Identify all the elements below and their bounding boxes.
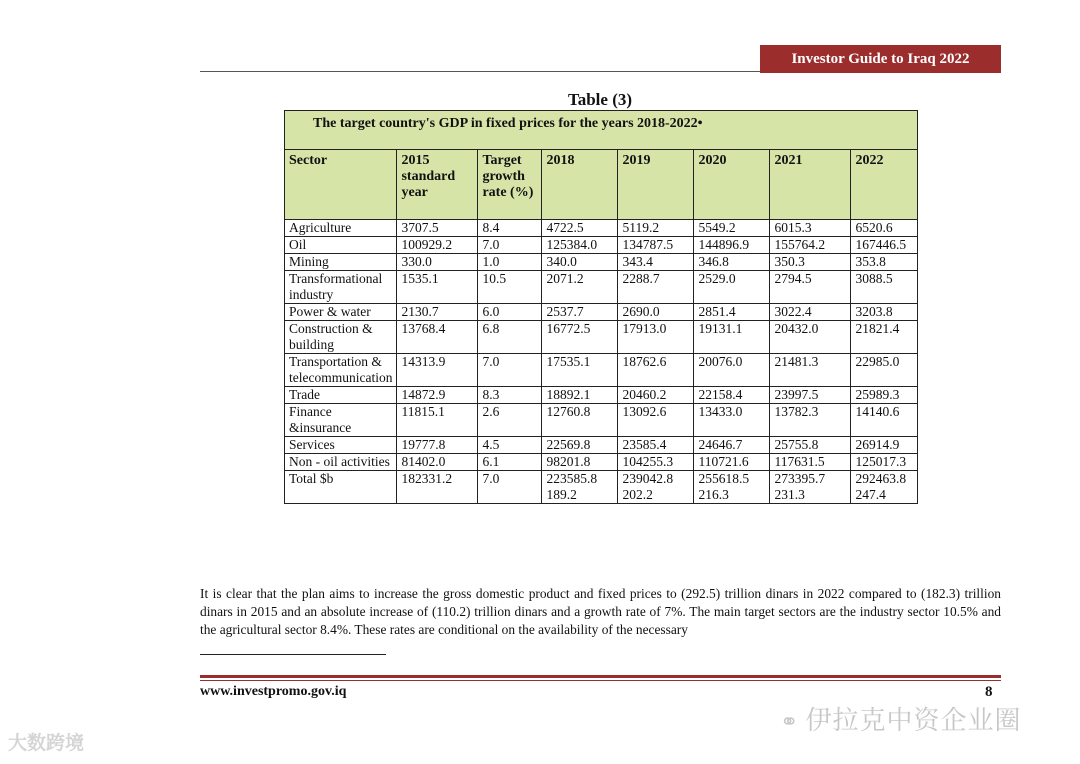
- table-row: [285, 237, 918, 254]
- value-cell: 14872.9: [397, 387, 478, 404]
- value-cell: 6.0: [478, 304, 542, 321]
- column-header: 2019: [618, 150, 694, 220]
- value-cell: 2071.2: [542, 271, 618, 304]
- value-cell: 292463.8 247.4: [851, 471, 918, 504]
- value-cell: 17913.0: [618, 321, 694, 354]
- table-row: [285, 404, 918, 437]
- value-cell: 1535.1: [397, 271, 478, 304]
- sector-cell: Oil: [285, 237, 397, 254]
- value-cell: 167446.5: [851, 237, 918, 254]
- value-cell: 5549.2: [694, 220, 770, 237]
- value-cell: 2288.7: [618, 271, 694, 304]
- value-cell: 22985.0: [851, 354, 918, 387]
- value-cell: 13092.6: [618, 404, 694, 437]
- value-cell: 13782.3: [770, 404, 851, 437]
- sector-cell: Mining: [285, 254, 397, 271]
- value-cell: 7.0: [478, 237, 542, 254]
- watermark-left: 大数跨境: [8, 732, 85, 754]
- value-cell: 3707.5: [397, 220, 478, 237]
- value-cell: 12760.8: [542, 404, 618, 437]
- column-header: Target growth rate (%): [478, 150, 542, 220]
- column-header: 2020: [694, 150, 770, 220]
- value-cell: 22569.8: [542, 437, 618, 454]
- value-cell: 23997.5: [770, 387, 851, 404]
- value-cell: 2130.7: [397, 304, 478, 321]
- value-cell: 125384.0: [542, 237, 618, 254]
- table-title: Table (3): [567, 90, 633, 109]
- column-header: Sector: [285, 150, 397, 220]
- value-cell: 13433.0: [694, 404, 770, 437]
- value-cell: 21481.3: [770, 354, 851, 387]
- value-cell: 134787.5: [618, 237, 694, 254]
- sector-cell: Power & water: [285, 304, 397, 321]
- sector-cell: Transformational industry: [285, 271, 397, 304]
- value-cell: 20460.2: [618, 387, 694, 404]
- table-row: [285, 220, 918, 237]
- table-row: [285, 454, 918, 471]
- value-cell: 2851.4: [694, 304, 770, 321]
- value-cell: 223585.8 189.2: [542, 471, 618, 504]
- table-row: [285, 387, 918, 404]
- sector-cell: Trade: [285, 387, 397, 404]
- sector-cell: Construction & building: [285, 321, 397, 354]
- value-cell: 16772.5: [542, 321, 618, 354]
- value-cell: 7.0: [478, 471, 542, 504]
- watermark-right: [780, 700, 1021, 737]
- value-cell: 100929.2: [397, 237, 478, 254]
- value-cell: 346.8: [694, 254, 770, 271]
- sector-cell: Agriculture: [285, 220, 397, 237]
- value-cell: 273395.7 231.3: [770, 471, 851, 504]
- value-cell: 18762.6: [618, 354, 694, 387]
- value-cell: 182331.2: [397, 471, 478, 504]
- value-cell: 6.8: [478, 321, 542, 354]
- table-caption-row: [285, 111, 918, 150]
- value-cell: 11815.1: [397, 404, 478, 437]
- value-cell: 350.3: [770, 254, 851, 271]
- table-row: [285, 354, 918, 387]
- value-cell: 25755.8: [770, 437, 851, 454]
- value-cell: 330.0: [397, 254, 478, 271]
- value-cell: 3088.5: [851, 271, 918, 304]
- header-rule: [200, 71, 760, 72]
- value-cell: 2529.0: [694, 271, 770, 304]
- value-cell: 22158.4: [694, 387, 770, 404]
- value-cell: 2794.5: [770, 271, 851, 304]
- table-row: [285, 437, 918, 454]
- value-cell: 340.0: [542, 254, 618, 271]
- value-cell: 17535.1: [542, 354, 618, 387]
- value-cell: 343.4: [618, 254, 694, 271]
- value-cell: 7.0: [478, 354, 542, 387]
- column-header: 2018: [542, 150, 618, 220]
- value-cell: 255618.5 216.3: [694, 471, 770, 504]
- value-cell: 18892.1: [542, 387, 618, 404]
- table-row: [285, 271, 918, 304]
- table-caption: The target country's GDP in fixed prices for the years 2018-2022•: [285, 111, 918, 150]
- value-cell: 2690.0: [618, 304, 694, 321]
- value-cell: 6015.3: [770, 220, 851, 237]
- value-cell: 353.8: [851, 254, 918, 271]
- value-cell: 104255.3: [618, 454, 694, 471]
- table-header-row: [285, 150, 918, 220]
- value-cell: 19131.1: [694, 321, 770, 354]
- table-row: [285, 471, 918, 504]
- table-row: [285, 321, 918, 354]
- value-cell: 2.6: [478, 404, 542, 437]
- column-header: 2022: [851, 150, 918, 220]
- value-cell: 20076.0: [694, 354, 770, 387]
- value-cell: 110721.6: [694, 454, 770, 471]
- body-paragraph: It is clear that the plan aims to increase the gross domestic product and fixed prices to (292.5) trillion dinars in 2022 compared to (182.3) trillion dinars in 2015 and an absolute increase of (110.2) trillion dinars and a growth rate of 7%. The main target sectors are the industry sector 10.5% and the agricultural sector 8.4%. These rates are conditional on the availability of the necessary: [200, 586, 1001, 637]
- table-row: [285, 304, 918, 321]
- value-cell: 3203.8: [851, 304, 918, 321]
- value-cell: 21821.4: [851, 321, 918, 354]
- value-cell: 81402.0: [397, 454, 478, 471]
- sector-cell: Services: [285, 437, 397, 454]
- value-cell: 155764.2: [770, 237, 851, 254]
- footer-rule-thin: [200, 680, 1001, 681]
- value-cell: 4.5: [478, 437, 542, 454]
- sector-cell: Transportation & telecommunication: [285, 354, 397, 387]
- value-cell: 8.4: [478, 220, 542, 237]
- value-cell: 26914.9: [851, 437, 918, 454]
- value-cell: 20432.0: [770, 321, 851, 354]
- gdp-table: [284, 110, 918, 504]
- value-cell: 19777.8: [397, 437, 478, 454]
- value-cell: 25989.3: [851, 387, 918, 404]
- footer-rule: [200, 675, 1001, 678]
- header-title: Investor Guide to Iraq 2022: [760, 45, 1001, 73]
- value-cell: 14313.9: [397, 354, 478, 387]
- value-cell: 14140.6: [851, 404, 918, 437]
- sector-cell: Non - oil activities: [285, 454, 397, 471]
- value-cell: 1.0: [478, 254, 542, 271]
- value-cell: 125017.3: [851, 454, 918, 471]
- footer-url: www.investpromo.gov.iq: [200, 684, 347, 699]
- value-cell: 3022.4: [770, 304, 851, 321]
- value-cell: 98201.8: [542, 454, 618, 471]
- value-cell: 4722.5: [542, 220, 618, 237]
- value-cell: 5119.2: [618, 220, 694, 237]
- value-cell: 6.1: [478, 454, 542, 471]
- value-cell: 144896.9: [694, 237, 770, 254]
- column-header: 2021: [770, 150, 851, 220]
- value-cell: 239042.8 202.2: [618, 471, 694, 504]
- value-cell: 24646.7: [694, 437, 770, 454]
- sector-cell: Finance &insurance: [285, 404, 397, 437]
- sector-cell: Total $b: [285, 471, 397, 504]
- footnote-separator: [200, 654, 386, 655]
- value-cell: 117631.5: [770, 454, 851, 471]
- value-cell: 6520.6: [851, 220, 918, 237]
- page-number: 8: [985, 684, 993, 700]
- wechat-icon: ⚭: [780, 710, 800, 735]
- table-row: [285, 254, 918, 271]
- watermark-right-text: 伊拉克中资企业圈: [805, 706, 1022, 736]
- column-header: 2015 standard year: [397, 150, 478, 220]
- value-cell: 23585.4: [618, 437, 694, 454]
- value-cell: 2537.7: [542, 304, 618, 321]
- value-cell: 8.3: [478, 387, 542, 404]
- value-cell: 10.5: [478, 271, 542, 304]
- value-cell: 13768.4: [397, 321, 478, 354]
